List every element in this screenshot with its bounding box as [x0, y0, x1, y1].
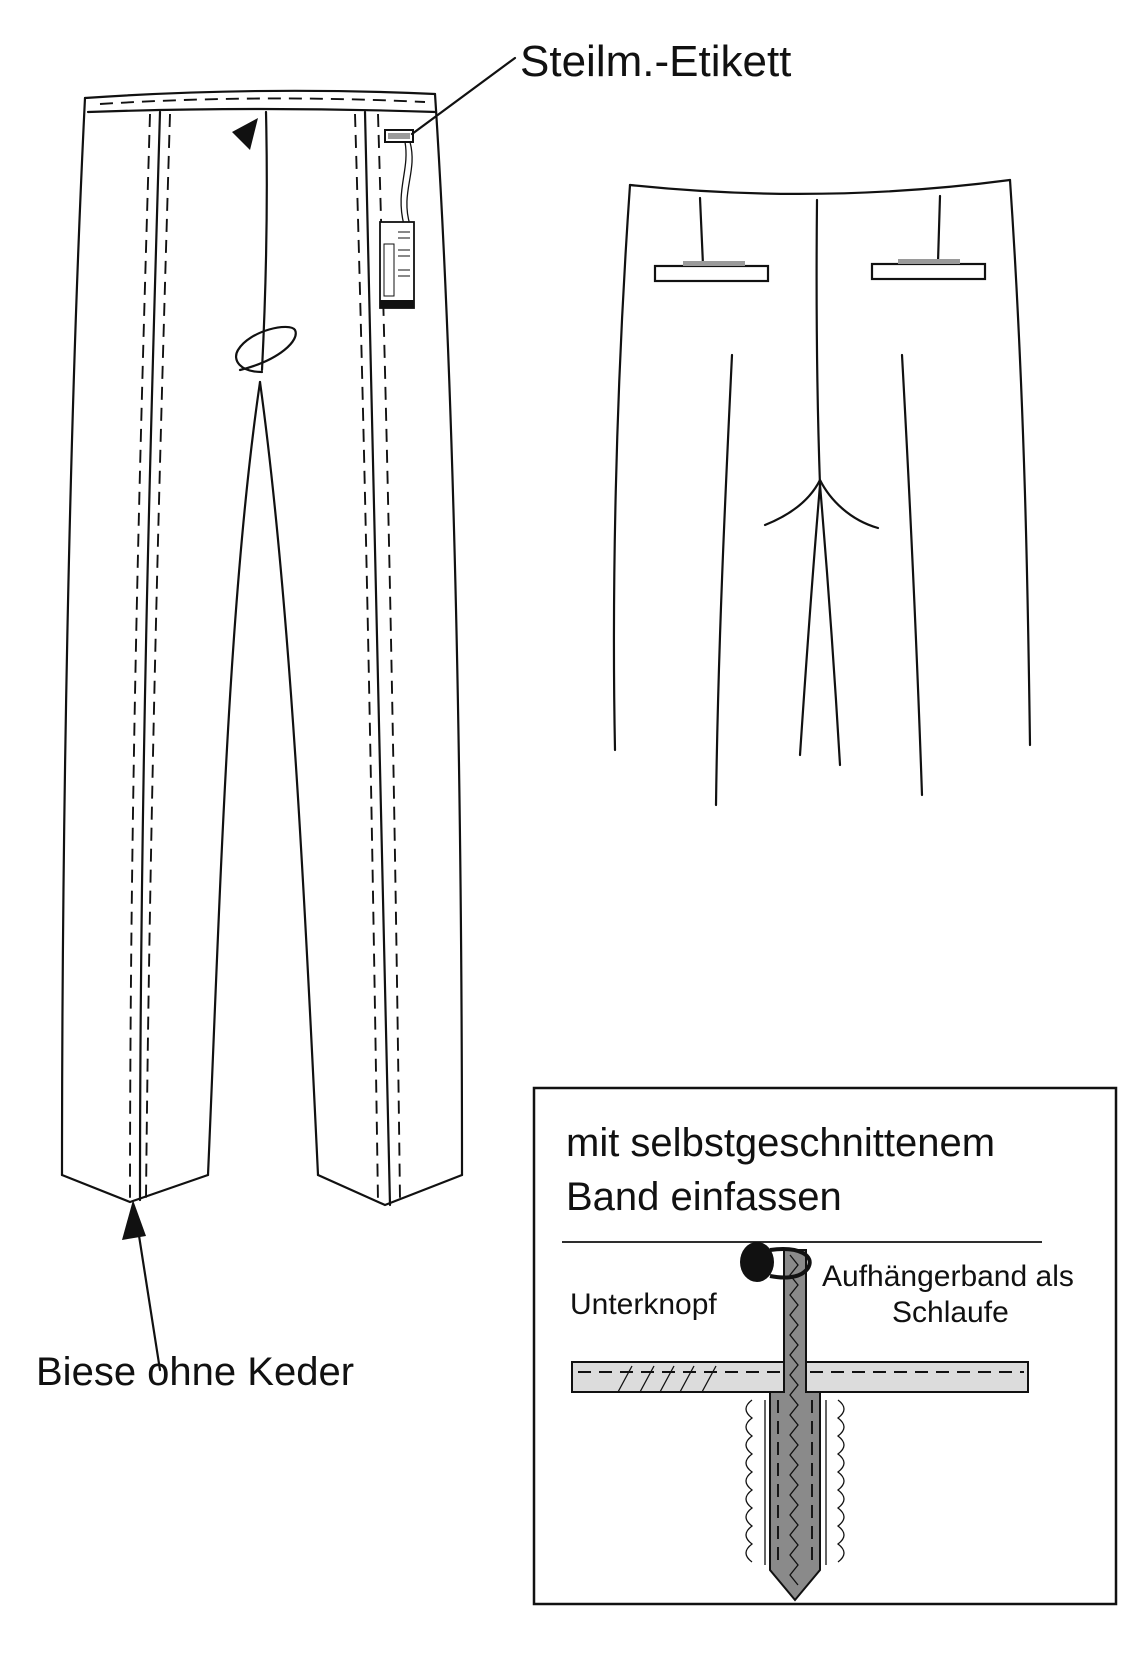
label-tag-label: Steilm.-Etikett	[520, 37, 792, 86]
detail-box	[534, 1088, 1116, 1604]
under-button-label: Unterknopf	[570, 1288, 717, 1321]
hanger-tape-line2: Schlaufe	[892, 1296, 1009, 1329]
notch-marker	[232, 118, 258, 150]
detail-title-line1: mit selbstgeschnittenem	[566, 1121, 996, 1165]
button-icon	[740, 1242, 774, 1282]
front-view-trousers	[62, 58, 515, 1370]
back-view-trousers	[614, 180, 1030, 805]
arrow-head-icon	[122, 1200, 146, 1240]
piping-note-label: Biese ohne Keder	[36, 1350, 355, 1394]
detail-title-line2: Band einfassen	[566, 1175, 842, 1219]
hanger-tape-line1: Aufhängerband als	[822, 1260, 1074, 1293]
hang-tag-icon	[380, 130, 414, 308]
